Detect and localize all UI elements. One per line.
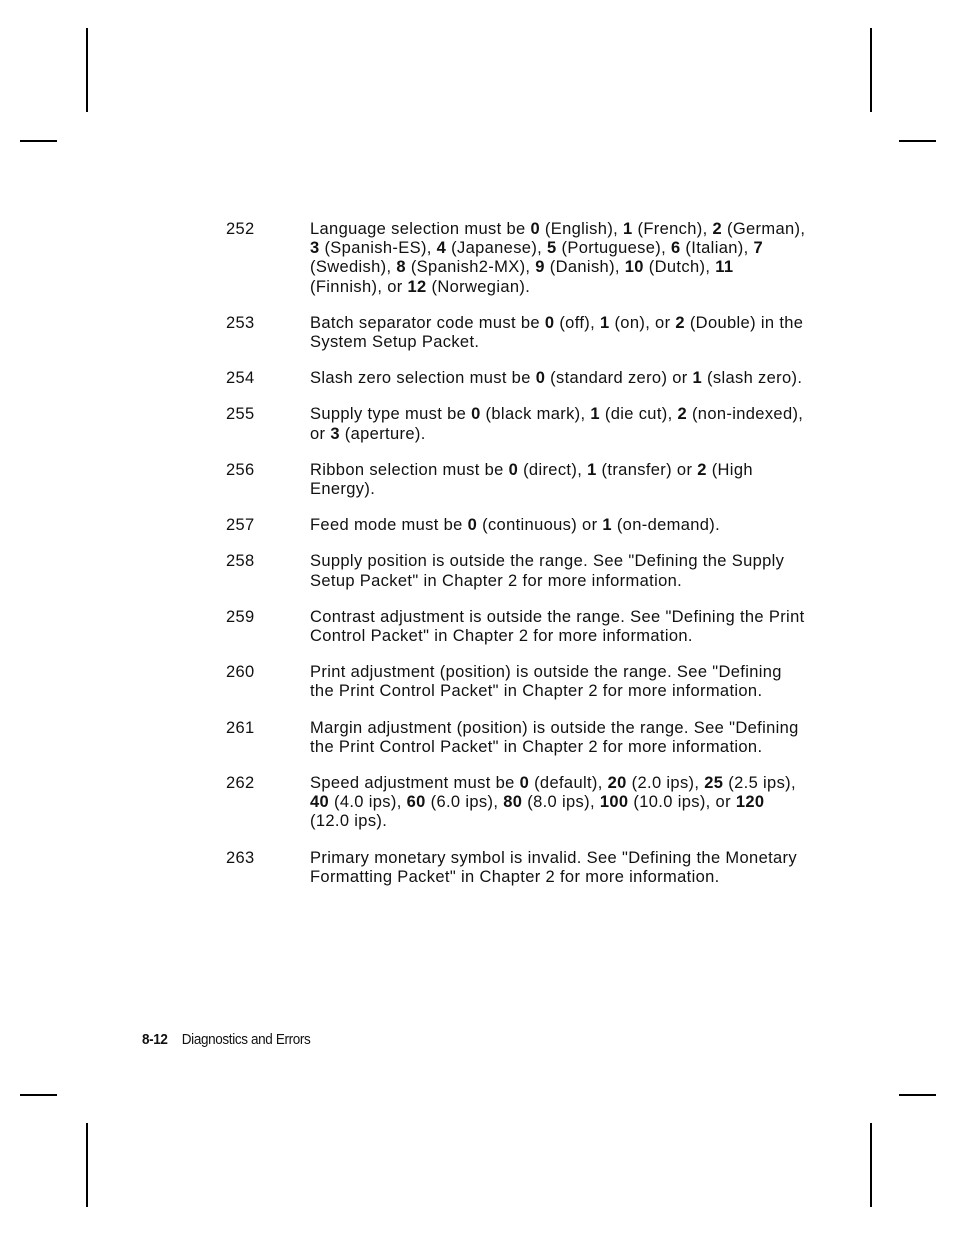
description-text: Primary monetary symbol is invalid. See "Defining the Monetary Formatting Packet" in Chapter 2 for more information. xyxy=(310,848,797,886)
error-entry-260 xyxy=(226,663,806,701)
error-description xyxy=(310,774,806,832)
description-text: (default), xyxy=(529,774,608,793)
description-text: (Finnish), or xyxy=(310,277,408,296)
value-code: 60 xyxy=(406,793,426,812)
description-text: (off), xyxy=(554,313,600,332)
value-code: 120 xyxy=(735,793,765,812)
crop-mark-top-right-vertical xyxy=(870,28,872,112)
error-entry-263 xyxy=(226,849,806,887)
error-description xyxy=(310,516,806,535)
error-code: 260 xyxy=(226,663,255,682)
error-code-list xyxy=(226,220,806,887)
description-text: (aperture). xyxy=(339,424,426,443)
description-text: (direct), xyxy=(518,460,588,479)
crop-mark-bottom-right-horizontal xyxy=(899,1094,936,1096)
description-text: Print adjustment (position) is outside the range. See "Defining the Print Control Packet" in Chapter 2 for more information. xyxy=(310,663,782,701)
description-text: (Portuguese), xyxy=(556,239,671,258)
description-text: (Spanish-ES), xyxy=(319,239,437,258)
page-number: 8-12 xyxy=(142,1031,168,1048)
value-code: 10 xyxy=(624,258,644,277)
value-code: 80 xyxy=(503,793,523,812)
description-text: (die cut), xyxy=(599,405,678,424)
error-description xyxy=(310,369,806,388)
error-entry-256 xyxy=(226,461,806,499)
description-text: (standard zero) or xyxy=(545,369,693,388)
description-text: (slash zero). xyxy=(702,369,803,388)
description-text: (English), xyxy=(539,220,624,238)
description-text: (German), xyxy=(722,220,806,238)
error-code: 259 xyxy=(226,607,255,626)
value-code: 0 xyxy=(519,774,530,793)
error-entry-261 xyxy=(226,719,806,757)
description-text: (Swedish), xyxy=(310,258,397,277)
error-entry-255 xyxy=(226,405,806,443)
error-code: 254 xyxy=(226,369,255,388)
error-code: 262 xyxy=(226,774,255,793)
description-text: (12.0 ips). xyxy=(310,812,388,831)
value-code: 1 xyxy=(602,516,612,535)
value-code: 1 xyxy=(599,313,610,332)
description-text: (black mark), xyxy=(480,405,591,424)
crop-mark-bottom-left-vertical xyxy=(86,1123,88,1207)
error-entry-262 xyxy=(226,774,806,832)
error-entry-257 xyxy=(226,516,806,535)
value-code: 6 xyxy=(670,239,681,258)
value-code: 0 xyxy=(508,460,519,479)
error-code: 263 xyxy=(226,848,255,867)
value-code: 11 xyxy=(715,258,734,277)
description-text: Batch separator code must be xyxy=(310,313,545,332)
value-code: 12 xyxy=(407,277,427,296)
error-description xyxy=(310,719,806,757)
description-text: (Danish), xyxy=(544,258,625,277)
description-text: (4.0 ips), xyxy=(329,793,407,812)
description-text: (Italian), xyxy=(680,239,754,258)
crop-mark-bottom-right-vertical xyxy=(870,1123,872,1207)
error-entry-253 xyxy=(226,314,806,352)
error-code: 252 xyxy=(226,220,255,238)
description-text: Slash zero selection must be xyxy=(310,369,536,388)
description-text: (Japanese), xyxy=(446,239,548,258)
error-description xyxy=(310,552,806,590)
description-text: (non-indexed), or xyxy=(310,405,804,443)
description-text: (Spanish2-MX), xyxy=(405,258,536,277)
value-code: 2 xyxy=(697,460,707,479)
error-entry-252 xyxy=(226,220,806,297)
error-code: 261 xyxy=(226,718,255,737)
value-code: 0 xyxy=(544,313,555,332)
crop-mark-top-left-vertical xyxy=(86,28,88,112)
description-text: (10.0 ips), or xyxy=(628,793,736,812)
value-code: 2 xyxy=(677,405,688,424)
error-code: 257 xyxy=(226,516,255,535)
value-code: 20 xyxy=(607,774,627,793)
description-text: (2.5 ips), xyxy=(723,774,796,793)
value-code: 1 xyxy=(587,460,597,479)
value-code: 2 xyxy=(675,313,685,332)
error-description xyxy=(310,663,806,701)
error-description xyxy=(310,461,806,499)
error-code: 253 xyxy=(226,313,255,332)
value-code: 1 xyxy=(692,369,703,388)
value-code: 3 xyxy=(310,239,320,258)
error-description xyxy=(310,405,806,443)
value-code: 100 xyxy=(599,793,629,812)
error-entry-259 xyxy=(226,608,806,646)
error-description xyxy=(310,849,806,887)
description-text: (6.0 ips), xyxy=(425,793,504,812)
description-text: (High Energy). xyxy=(310,460,753,499)
description-text: Supply type must be xyxy=(310,405,472,424)
value-code: 2 xyxy=(712,220,723,238)
description-text: (transfer) or xyxy=(596,460,698,479)
value-code: 0 xyxy=(467,516,478,535)
error-entry-254 xyxy=(226,369,806,388)
description-text: (Double) in the System Setup Packet. xyxy=(310,313,804,352)
description-text: Ribbon selection must be xyxy=(310,460,509,479)
error-code: 255 xyxy=(226,405,255,424)
section-title: Diagnostics and Errors xyxy=(181,1031,311,1048)
value-code: 25 xyxy=(704,774,724,793)
value-code: 7 xyxy=(753,239,764,258)
error-description xyxy=(310,220,806,297)
value-code: 8 xyxy=(396,258,406,277)
description-text: (on), or xyxy=(609,313,676,332)
description-text: Contrast adjustment is outside the range. See "Defining the Print Control Packet" in Chapter 2 for more information. xyxy=(310,607,805,646)
page-footer xyxy=(142,1031,310,1048)
value-code: 3 xyxy=(330,424,340,443)
value-code: 0 xyxy=(471,405,481,424)
value-code: 4 xyxy=(436,239,447,258)
value-code: 40 xyxy=(310,793,330,812)
description-text: (French), xyxy=(632,220,713,238)
description-text: Feed mode must be xyxy=(310,516,468,535)
description-text: Margin adjustment (position) is outside the range. See "Defining the Print Control Packet" in Chapter 2 for more information. xyxy=(310,718,799,756)
value-code: 0 xyxy=(535,369,546,388)
description-text: (Dutch), xyxy=(643,258,716,277)
value-code: 9 xyxy=(535,258,545,277)
description-text: Speed adjustment must be xyxy=(310,774,520,793)
description-text: (2.0 ips), xyxy=(626,774,705,793)
description-text: Supply position is outside the range. See "Defining the Supply Setup Packet" in Chapter 2 for more information. xyxy=(310,552,785,590)
description-text: (8.0 ips), xyxy=(522,793,600,812)
description-text: Language selection must be xyxy=(310,220,531,238)
crop-mark-bottom-left-horizontal xyxy=(20,1094,57,1096)
error-entry-258 xyxy=(226,552,806,590)
value-code: 5 xyxy=(547,239,557,258)
description-text: (Norwegian). xyxy=(426,277,531,296)
value-code: 0 xyxy=(530,220,540,238)
error-code: 258 xyxy=(226,552,255,571)
crop-mark-top-right-horizontal xyxy=(899,140,936,142)
value-code: 1 xyxy=(590,405,600,424)
description-text: (on-demand). xyxy=(611,516,721,535)
error-description xyxy=(310,608,806,646)
crop-mark-top-left-horizontal xyxy=(20,140,57,142)
value-code: 1 xyxy=(623,220,633,238)
error-description xyxy=(310,314,806,352)
description-text: (continuous) or xyxy=(477,516,603,535)
error-code: 256 xyxy=(226,460,255,479)
